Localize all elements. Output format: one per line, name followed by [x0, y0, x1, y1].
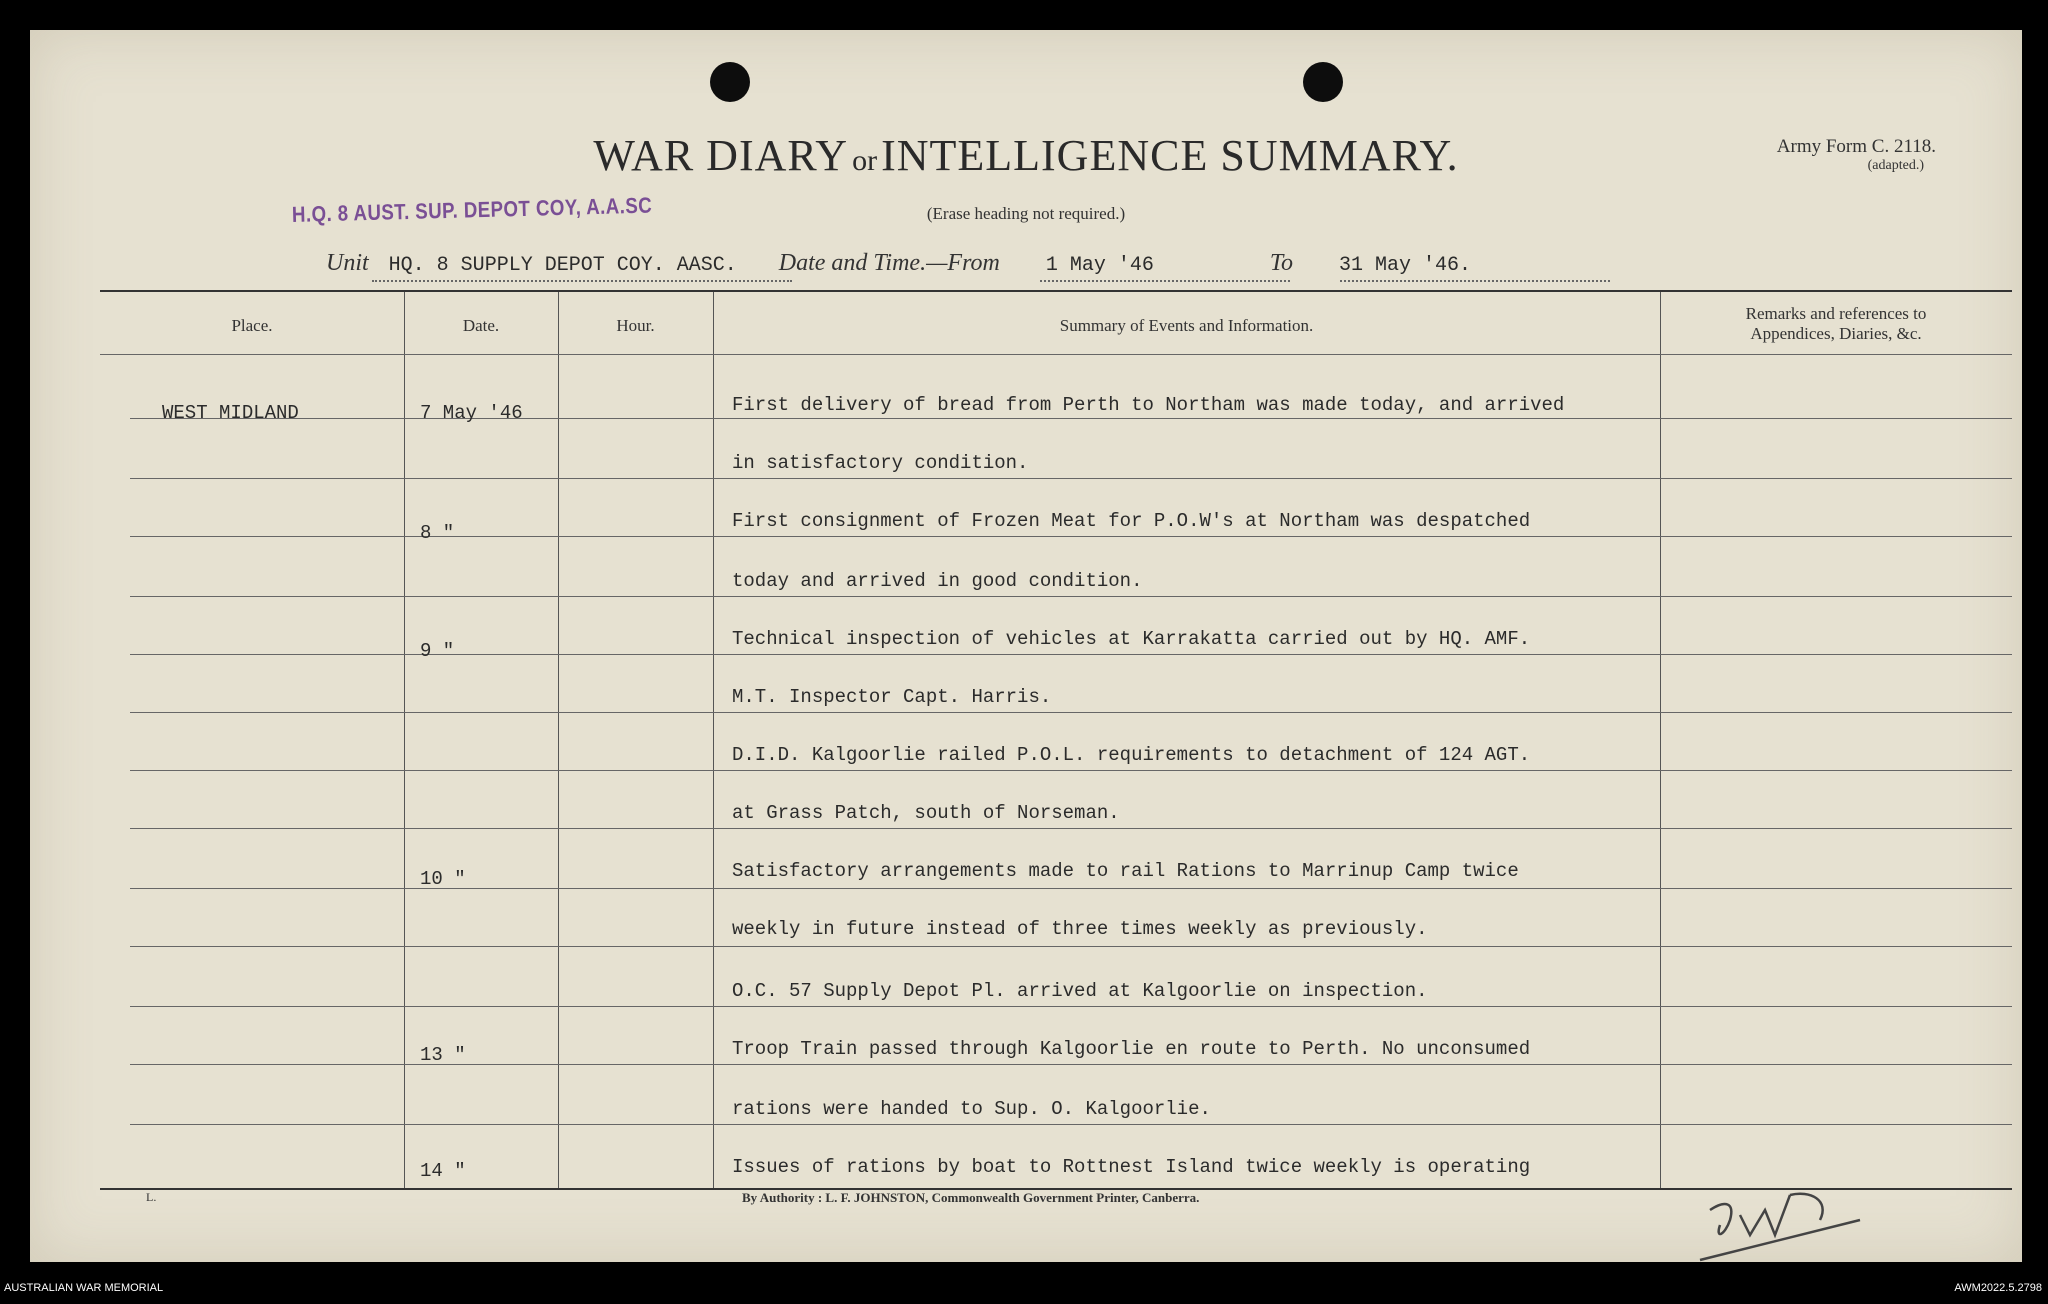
summary-line: rations were handed to Sup. O. Kalgoorlie. — [732, 1098, 1211, 1120]
row-rule — [130, 654, 2012, 655]
summary-line: in satisfactory condition. — [732, 452, 1029, 474]
diary-page — [30, 30, 2022, 1262]
title-note: (Erase heading not required.) — [926, 204, 1126, 223]
handwritten-initials — [1680, 1180, 1870, 1270]
summary-line: at Grass Patch, south of Norseman. — [732, 802, 1120, 824]
column-divider — [404, 292, 405, 1188]
remarks-header-line1: Remarks and references to — [1745, 304, 1927, 323]
row-rule — [130, 946, 2012, 947]
date-cell: 9 " — [420, 640, 455, 662]
summary-line: Issues of rations by boat to Rottnest Island twice weekly is operating — [732, 1156, 1531, 1178]
column-header-date: Date. — [462, 316, 500, 335]
unit-value: HQ. 8 SUPPLY DEPOT COY. AASC. — [388, 254, 737, 277]
place-cell: WEST MIDLAND — [162, 402, 299, 424]
row-rule — [130, 712, 2012, 713]
summary-line: Troop Train passed through Kalgoorlie en route to Perth. No unconsumed — [732, 1038, 1531, 1060]
punch-hole-right — [1303, 62, 1343, 102]
credit-left: AUSTRALIAN WAR MEMORIAL — [4, 1282, 164, 1294]
row-rule — [130, 596, 2012, 597]
column-divider — [1660, 292, 1661, 1188]
footer-left-mark: L. — [146, 1190, 157, 1204]
date-cell: 14 " — [420, 1160, 466, 1182]
summary-line: Technical inspection of vehicles at Karrakatta carried out by HQ. AMF. — [732, 628, 1531, 650]
row-rule — [130, 418, 2012, 419]
summary-line: D.I.D. Kalgoorlie railed P.O.L. requirements to detachment of 124 AGT. — [732, 744, 1531, 766]
column-header-remarks — [1660, 304, 2012, 344]
form-number-text: Army Form C. 2118. — [1776, 136, 1936, 157]
unit-stamp: H.Q. 8 AUST. SUP. DEPOT COY, A.A.SC — [291, 192, 653, 227]
row-rule — [130, 770, 2012, 771]
title-intelligence-summary: INTELLIGENCE SUMMARY. — [881, 131, 1459, 180]
row-rule — [130, 478, 2012, 479]
header-rule — [100, 354, 2012, 355]
datetime-label: Date and Time.—From — [778, 250, 1000, 276]
punch-hole-left — [710, 62, 750, 102]
date-cell: 10 " — [420, 868, 466, 890]
summary-line: weekly in future instead of three times weekly as previously. — [732, 918, 1428, 940]
to-label: To — [1269, 250, 1294, 276]
footer-authority: By Authority : L. F. JOHNSTON, Commonwealth Government Printer, Canberra. — [742, 1190, 1200, 1205]
summary-line: O.C. 57 Supply Depot Pl. arrived at Kalgoorlie on inspection. — [732, 980, 1428, 1002]
column-header-summary: Summary of Events and Information. — [1059, 316, 1314, 335]
date-cell: 8 " — [420, 522, 455, 544]
remarks-header-line2: Appendices, Diaries, &c. — [1750, 324, 1922, 343]
form-adapted-text: (adapted.) — [1867, 158, 1924, 173]
column-header-hour: Hour. — [616, 316, 655, 335]
column-header-place: Place. — [231, 316, 273, 335]
form-number — [1777, 136, 1936, 174]
from-date: 1 May '46 — [1045, 254, 1154, 277]
summary-line: M.T. Inspector Capt. Harris. — [732, 686, 1052, 708]
unit-date-line — [326, 250, 1471, 277]
title-war-diary: WAR DIARY — [593, 131, 849, 180]
row-rule — [130, 828, 2012, 829]
to-dotted-line — [1340, 278, 1610, 282]
summary-line: today and arrived in good condition. — [732, 570, 1143, 592]
summary-line: First delivery of bread from Perth to Northam was made today, and arrived — [732, 394, 1565, 416]
to-date: 31 May '46. — [1339, 254, 1472, 277]
diary-table — [100, 290, 2012, 1190]
date-cell: 13 " — [420, 1044, 466, 1066]
credit-right: AWM2022.5.2798 — [1954, 1282, 2042, 1294]
date-cell: 7 May '46 — [420, 402, 523, 424]
row-rule — [130, 888, 2012, 889]
row-rule — [130, 1064, 2012, 1065]
row-rule — [130, 1124, 2012, 1125]
page-title — [30, 130, 2022, 181]
column-divider — [558, 292, 559, 1188]
row-rule — [130, 536, 2012, 537]
from-dotted-line — [1040, 278, 1290, 282]
unit-dotted-line — [372, 278, 792, 282]
summary-line: First consignment of Frozen Meat for P.O.W's at Northam was despatched — [732, 510, 1531, 532]
title-or: or — [852, 144, 878, 177]
unit-label: Unit — [326, 250, 369, 276]
summary-line: Satisfactory arrangements made to rail Rations to Marrinup Camp twice — [732, 860, 1519, 882]
row-rule — [130, 1006, 2012, 1007]
column-divider — [713, 292, 714, 1188]
